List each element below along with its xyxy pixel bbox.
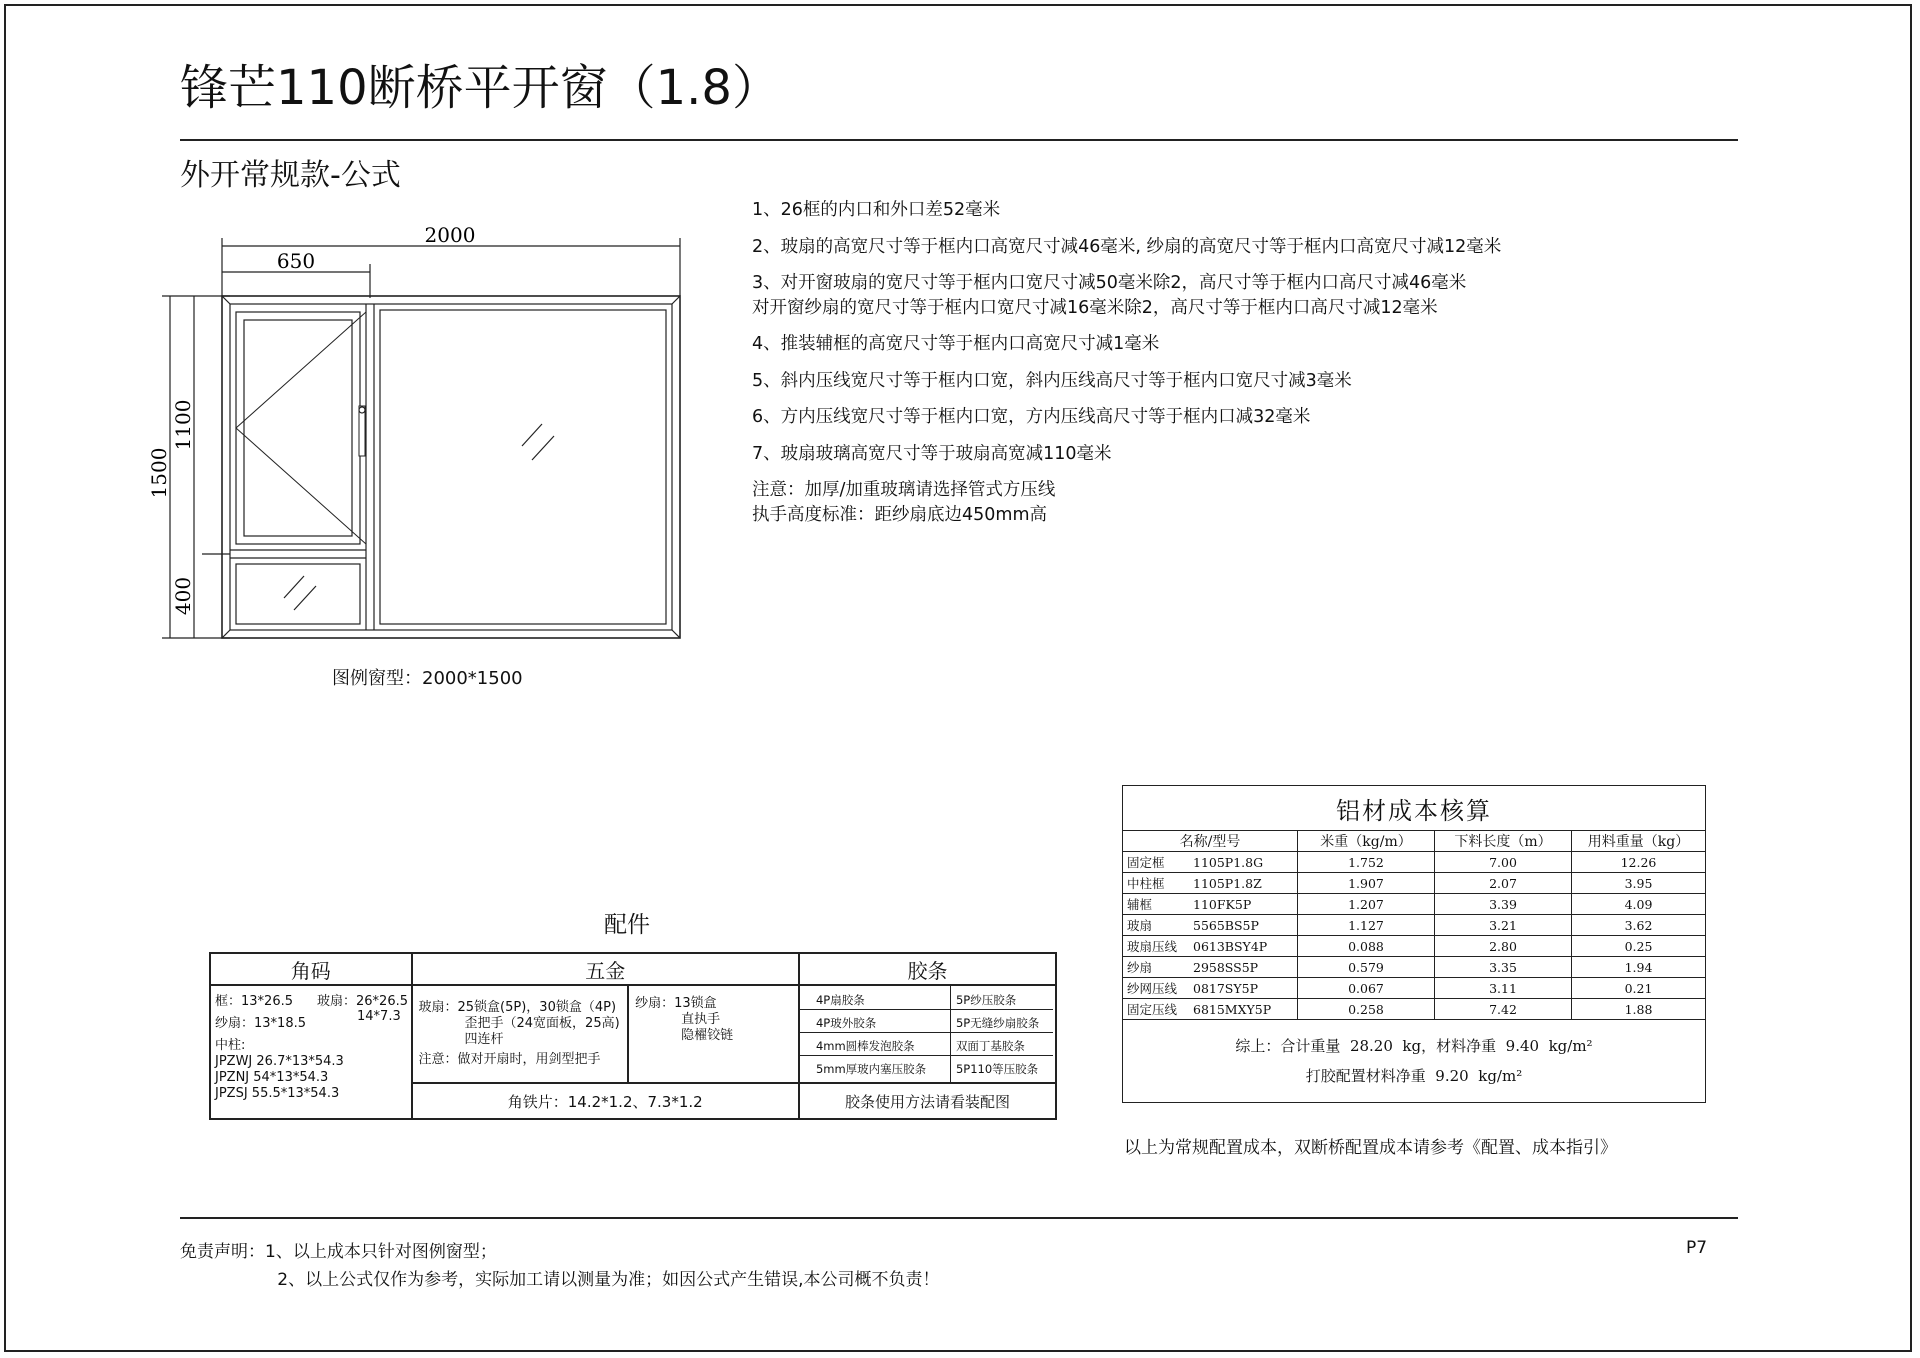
cost-title: 铝材成本核算 [1123,786,1706,831]
row-name: 中柱框 [1127,876,1165,891]
seal-right-4: 5P110等压胶条 [955,1062,1039,1076]
page-subtitle: 外开常规款-公式 [180,158,401,193]
parts-header-hardware: 五金 [412,953,799,985]
row-length: 3.35 [1435,957,1572,978]
hardware-screen-lock: 纱扇：13锁盒 [635,996,717,1011]
row-model: 0817SY5P [1193,981,1258,996]
row-meter: 1.127 [1298,915,1435,936]
disclaimer-line-1: 免责声明：1、以上成本只针对图例窗型； [180,1242,497,1262]
corner-jpzwj: JPZWJ 26.7*13*54.3 [215,1054,344,1069]
row-meter: 0.067 [1298,978,1435,999]
row-length: 3.39 [1435,894,1572,915]
dim-height-total: 1500 [147,447,171,499]
note-1: 1、26框的内口和外口差52毫米 [752,200,1001,220]
row-model: 0613BSY4P [1193,939,1268,954]
cost-table [1122,785,1706,1103]
corner-cell [210,985,412,1119]
table-row [1123,873,1706,894]
seal-right-1: 5P纱压胶条 [955,993,1017,1007]
note-5: 5、斜内压线宽尺寸等于框内口宽，斜内压线高尺寸等于框内口宽尺寸减3毫米 [752,371,1352,391]
seal-left-1: 4P扇胶条 [815,993,865,1007]
table-row [1123,936,1706,957]
row-model: 110FK5P [1193,897,1252,912]
row-weight: 12.26 [1572,852,1706,873]
seals-usage: 胶条使用方法请看装配图 [799,1083,1056,1119]
cost-summary-total: 综上：合计重量 28.20 kg，材料净重 9.40 kg/m² [1235,1037,1593,1055]
row-name: 玻扇 [1127,918,1153,933]
note-7: 7、玻扇玻璃高宽尺寸等于玻扇高宽减110毫米 [752,444,1112,464]
dim-width-total: 2000 [424,223,476,247]
corner-mullion: 中柱: [215,1038,246,1053]
hardware-screen-handle: 直执手 [681,1012,721,1027]
hardware-glass-cell [412,985,629,1083]
row-model: 1105P1.8Z [1193,876,1262,891]
hardware-angle-iron: 角铁片：14.2*1.2、7.3*1.2 [412,1083,799,1119]
seal-left-3: 4mm圆棒发泡胶条 [815,1039,915,1053]
corner-frame: 框：13*26.5 [215,994,293,1009]
row-model: 5565BS5P [1193,918,1259,933]
note-attention: 注意：加厚/加重玻璃请选择管式方压线 [752,480,1056,500]
parts-title: 配件 [604,912,650,938]
dim-upper-height: 1100 [171,399,195,451]
table-row [1123,978,1706,999]
note-3b: 对开窗纱扇的宽尺寸等于框内口宽尺寸减16毫米除2，高尺寸等于框内口高尺寸减12毫米 [752,298,1438,318]
row-weight: 3.95 [1572,873,1706,894]
seals-cell [799,985,1056,1083]
row-meter: 1.207 [1298,894,1435,915]
cost-header-meter: 米重（kg/m） [1298,831,1435,852]
row-name: 纱扇 [1127,960,1153,975]
title-divider [180,139,1738,141]
disclaimer-line-2: 2、以上公式仅作为参考，实际加工请以测量为准；如因公式产生错误,本公司概不负责！ [180,1270,940,1290]
note-6: 6、方内压线宽尺寸等于框内口宽，方内压线高尺寸等于框内口减32毫米 [752,407,1311,427]
row-meter: 1.907 [1298,873,1435,894]
parts-header-corner: 角码 [210,953,412,985]
hardware-note: 注意：做对开扇时，用剑型把手 [418,1052,601,1067]
page-title: 锋芒110断桥平开窗（1.8） [180,60,780,116]
note-4: 4、推装辅框的高宽尺寸等于框内口高宽尺寸减1毫米 [752,334,1160,354]
corner-jpznj: JPZNJ 54*13*54.3 [215,1070,329,1085]
seal-left-4: 5mm厚玻内塞压胶条 [815,1062,927,1076]
page-number: P7 [1686,1238,1708,1258]
corner-screen-sash: 纱扇：13*18.5 [215,1016,306,1031]
table-row [1123,915,1706,936]
row-weight: 0.21 [1572,978,1706,999]
row-length: 2.80 [1435,936,1572,957]
table-row [1123,999,1706,1020]
row-name: 固定压线 [1127,1002,1178,1017]
row-weight: 1.88 [1572,999,1706,1020]
dim-sash-width: 650 [276,249,316,273]
note-2: 2、玻扇的高宽尺寸等于框内口高宽尺寸减46毫米, 纱扇的高宽尺寸等于框内口高宽尺寸减12毫米 [752,237,1502,257]
row-length: 3.11 [1435,978,1572,999]
parts-table [209,952,1057,1120]
dim-lower-height: 400 [171,576,195,616]
row-length: 7.42 [1435,999,1572,1020]
corner-glass-sash: 玻扇：26*26.5 [317,994,408,1009]
hardware-screen-cell [628,985,799,1083]
row-meter: 0.258 [1298,999,1435,1020]
cost-reference-note: 以上为常规配置成本，双断桥配置成本请参考《配置、成本指引》 [1124,1138,1617,1158]
row-model: 2958SS5P [1193,960,1259,975]
cost-summary-glue: 打胶配置材料净重 9.20 kg/m² [1305,1067,1523,1085]
row-weight: 1.94 [1572,957,1706,978]
row-name: 纱网压线 [1127,981,1178,996]
row-length: 3.21 [1435,915,1572,936]
footer-divider [180,1217,1738,1219]
cost-header-weight: 用料重量（kg） [1572,831,1706,852]
row-weight: 3.62 [1572,915,1706,936]
window-drawing [147,218,690,658]
cost-header-name: 名称/型号 [1123,831,1298,852]
row-meter: 1.752 [1298,852,1435,873]
parts-header-seals: 胶条 [799,953,1056,985]
hardware-glass-handle: 歪把手（24宽面板，25高) [464,1016,620,1031]
row-length: 7.00 [1435,852,1572,873]
seal-right-3: 双面丁基胶条 [955,1039,1025,1053]
seal-right-2: 5P无缝纱扇胶条 [955,1016,1040,1030]
hardware-glass-linkage: 四连杆 [464,1032,504,1047]
note-3: 3、对开窗玻扇的宽尺寸等于框内口宽尺寸减50毫米除2，高尺寸等于框内口高尺寸减46毫米 [752,273,1467,293]
note-handle-height: 执手高度标准：距纱扇底边450mm高 [752,505,1047,525]
disclaimer [180,1238,940,1294]
corner-glass-sash-2: 14*7.3 [357,1009,401,1024]
row-weight: 4.09 [1572,894,1706,915]
table-row [1123,852,1706,873]
row-model: 1105P1.8G [1193,855,1264,870]
corner-jpzsj: JPZSJ 55.5*13*54.3 [215,1086,340,1101]
cost-header-length: 下料长度（m） [1435,831,1572,852]
row-name: 玻扇压线 [1127,939,1178,954]
row-meter: 0.088 [1298,936,1435,957]
row-name: 辅框 [1127,897,1153,912]
row-meter: 0.579 [1298,957,1435,978]
table-row [1123,957,1706,978]
hardware-screen-hinge: 隐櫂铰链 [681,1028,734,1043]
row-length: 2.07 [1435,873,1572,894]
hardware-glass-lock: 玻扇：25锁盒(5P)，30锁盒（4P) [418,1000,617,1015]
table-row [1123,894,1706,915]
drawing-caption: 图例窗型：2000*1500 [332,668,523,689]
cost-summary [1123,1020,1706,1103]
seal-left-2: 4P玻外胶条 [815,1016,877,1030]
row-name: 固定框 [1127,855,1165,870]
row-weight: 0.25 [1572,936,1706,957]
row-model: 6815MXY5P [1193,1002,1272,1017]
